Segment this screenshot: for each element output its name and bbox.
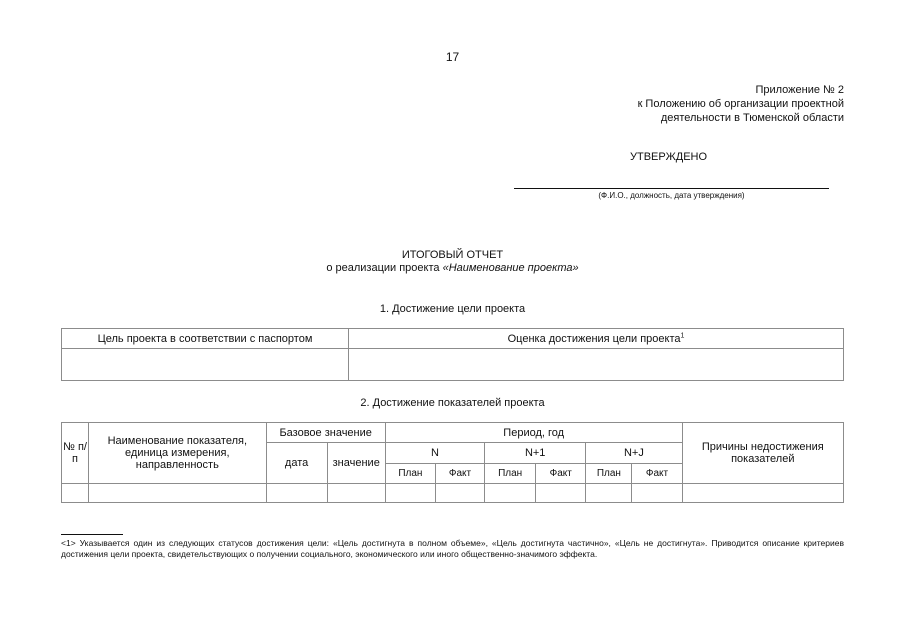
number-column-header: № п/п [62,423,89,484]
plan-header: План [586,464,632,484]
page-number: 17 [445,50,460,64]
appendix-line-1: Приложение № 2 [755,84,844,96]
period-n1-header: N+1 [485,443,586,464]
section-2-heading: 2. Достижение показателей проекта [360,397,545,409]
goal-column-header: Цель проекта в соответствии с паспортом [62,329,349,349]
report-subtitle: о реализации проекта «Наименование проекта» [326,262,579,274]
section-1-heading: 1. Достижение цели проекта [379,303,526,315]
fact-header: Факт [536,464,586,484]
assessment-column-header: Оценка достижения цели проекта$^1$ [349,329,844,349]
table-cell[interactable] [435,484,484,503]
table-cell[interactable] [385,484,435,503]
period-header: Период, год [385,423,682,443]
appendix-line-3: деятельности в Тюменской области [660,112,844,124]
table-cell[interactable] [682,484,843,503]
fact-header: Факт [435,464,484,484]
appendix-note [638,83,844,125]
base-value-subheader: значение [327,443,385,484]
table-cell[interactable] [485,484,536,503]
goal-table [61,328,844,381]
signature-line [514,188,829,189]
period-n-header: N [385,443,484,464]
table-cell[interactable] [327,484,385,503]
footnote: <1> Указывается один из следующих статусов достижения цели: «Цель достигнута в полном объеме», «Цель достигнута частично», «Цель не достигнута». Приводится описание критериев достижения цели проекта, свидетельствующих о получении социального, экономического или иного общественно-значимого эффекта. [61,538,844,559]
report-title: ИТОГОВЫЙ ОТЧЕТ [401,249,504,261]
appendix-line-2: к Положению об организации проектной [637,98,844,110]
project-name: «Наименование проекта» [442,262,579,274]
reasons-column-header: Причины недостижения показателей [682,423,843,484]
table-cell[interactable] [632,484,682,503]
report-heading [0,249,905,275]
table-cell[interactable] [89,484,266,503]
footnote-rule [61,534,123,535]
footnote-mark: 1 [680,331,685,339]
table-cell[interactable] [536,484,586,503]
base-date-header: дата [266,443,327,484]
signature-caption: (Ф.И.О., должность, дата утверждения) [598,191,745,200]
fact-header: Факт [632,464,682,484]
goal-cell[interactable] [62,349,349,381]
table-cell[interactable] [62,484,89,503]
approved-label: УТВЕРЖДЕНО [630,151,708,163]
period-nj-header: N+J [586,443,682,464]
base-value-header: Базовое значение [266,423,385,443]
table-cell[interactable] [586,484,632,503]
assessment-cell[interactable] [349,349,844,381]
indicators-table [61,422,844,503]
plan-header: План [385,464,435,484]
table-cell[interactable] [266,484,327,503]
indicator-name-column-header: Наименование показателя, единица измерения, направленность [89,423,266,484]
plan-header: План [485,464,536,484]
